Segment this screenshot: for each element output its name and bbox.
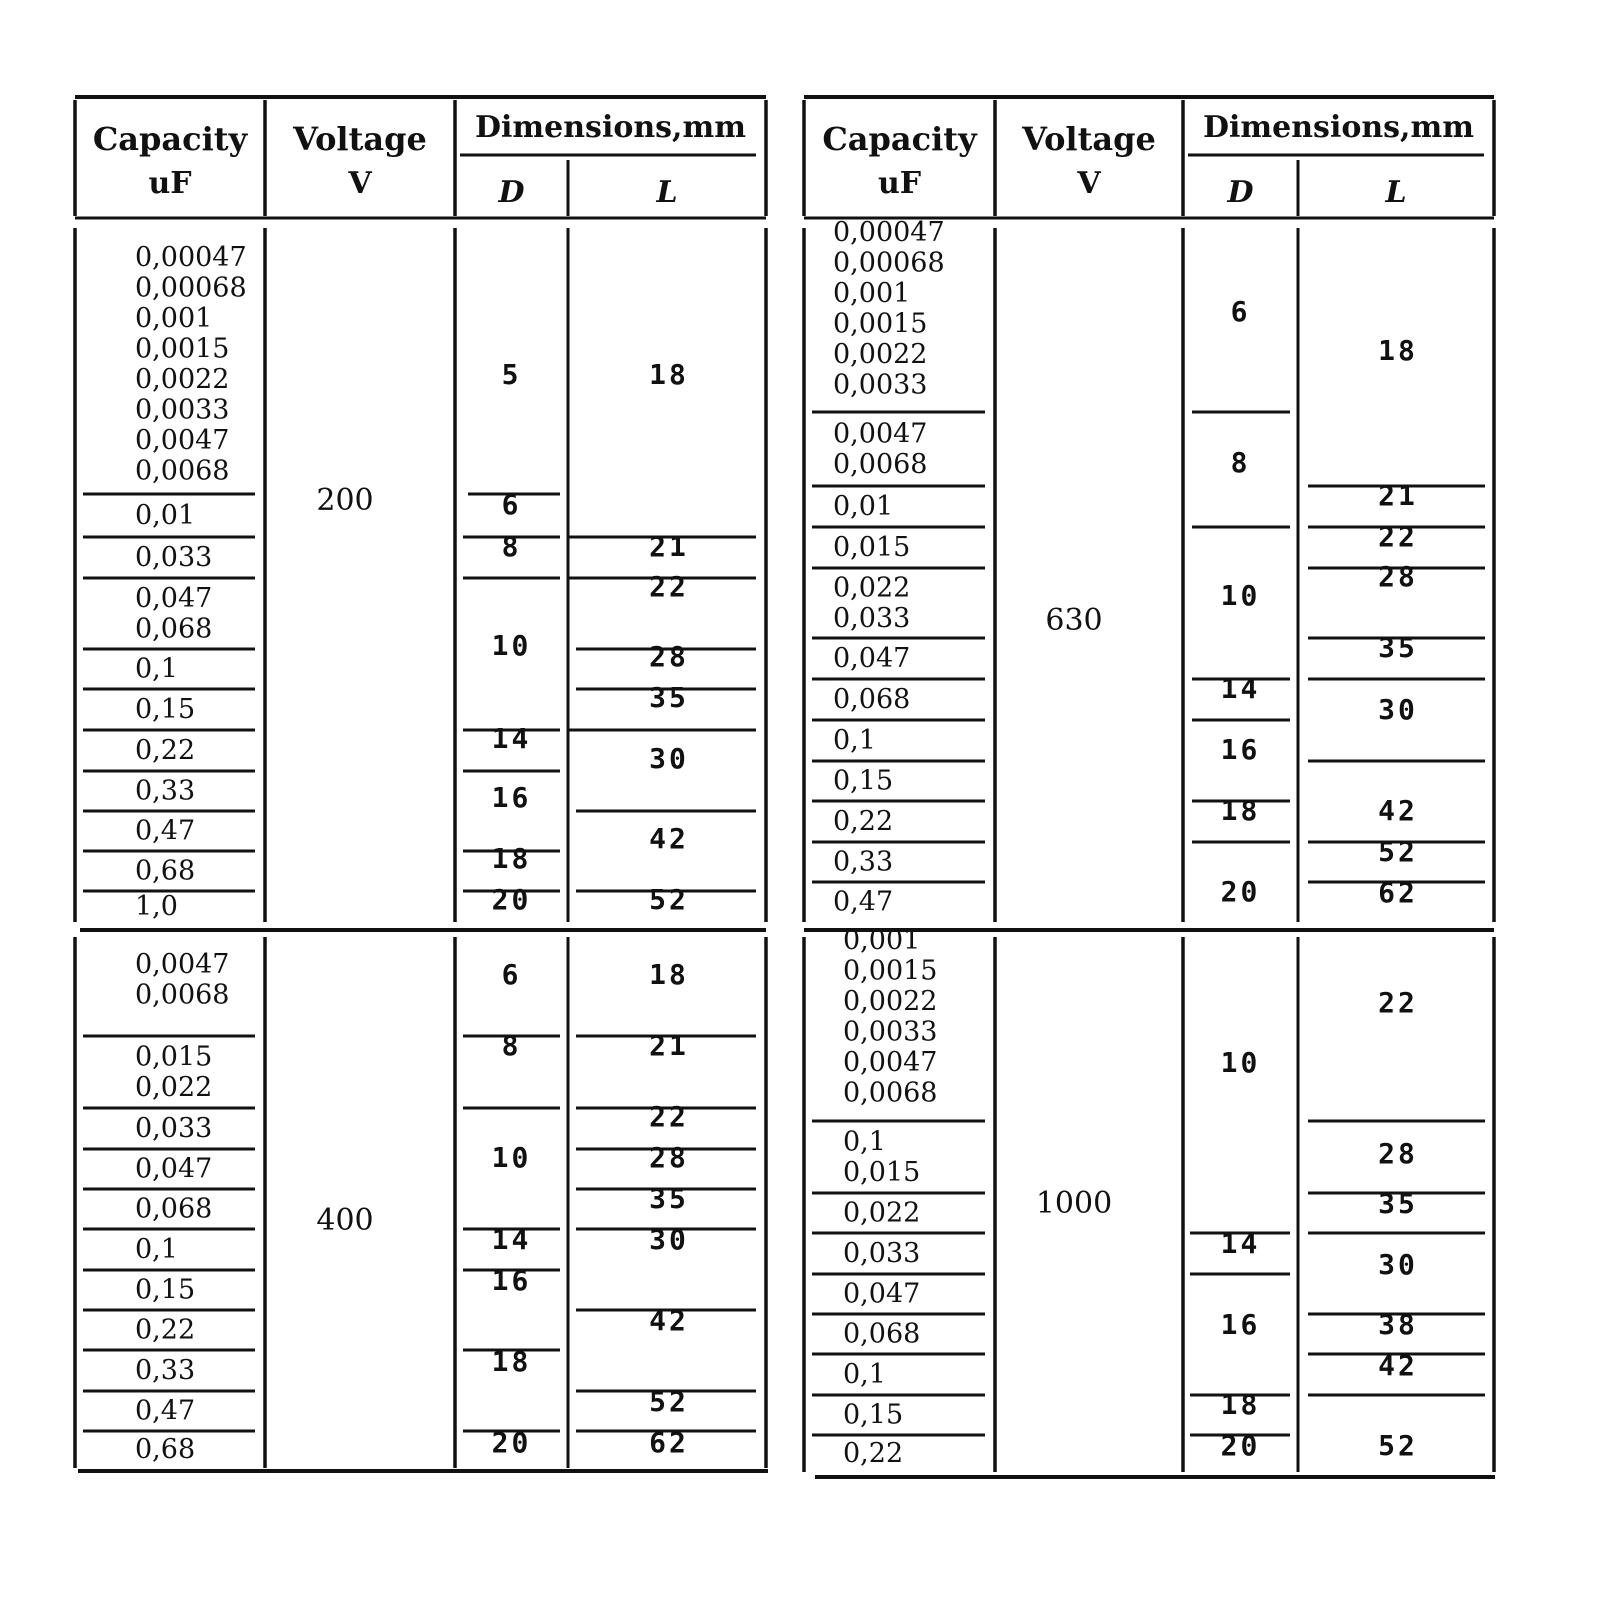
l-value-200-3: 28 (649, 640, 689, 673)
capacity-value-200-3-0: 0,047 (135, 582, 213, 614)
d-value-400-2: 10 (491, 1141, 532, 1174)
capacity-value-630-0-3: 0,0015 (833, 308, 928, 340)
d-value-400-4: 16 (491, 1264, 532, 1297)
capacity-value-200-2-0: 0,033 (135, 542, 213, 574)
capacity-value-1000-0-3: 0,0033 (843, 1016, 938, 1048)
capacity-value-630-9-0: 0,22 (833, 806, 894, 838)
capacity-value-1000-0-4: 0,0047 (843, 1047, 938, 1078)
l-value-200-2: 22 (649, 570, 689, 603)
header-voltage-unit: V (1077, 166, 1101, 201)
capacity-value-200-3-1: 0,068 (135, 613, 213, 645)
l-value-400-7: 52 (649, 1385, 689, 1418)
l-value-400-0: 18 (649, 958, 689, 991)
l-value-630-5: 30 (1378, 693, 1418, 726)
d-value-200-2: 8 (501, 530, 522, 563)
capacity-value-1000-7-0: 0,15 (843, 1399, 904, 1431)
capacity-value-200-0-2: 0,001 (135, 303, 213, 334)
l-value-630-3: 28 (1378, 560, 1418, 593)
capacity-value-200-9-0: 0,68 (135, 855, 196, 887)
d-value-200-4: 14 (491, 722, 532, 755)
capacity-value-630-0-4: 0,0022 (833, 339, 928, 370)
d-value-630-4: 16 (1220, 733, 1261, 766)
capacity-value-630-1-1: 0,0068 (833, 448, 928, 480)
header-voltage-unit: V (348, 166, 372, 201)
capacity-value-630-8-0: 0,15 (833, 765, 894, 797)
d-value-400-5: 18 (491, 1345, 532, 1378)
header-capacity: Capacity (822, 120, 977, 158)
capacity-value-200-0-5: 0,0033 (135, 394, 230, 426)
capacity-value-200-4-0: 0,1 (135, 653, 178, 685)
capacity-value-200-6-0: 0,22 (135, 735, 196, 767)
header-dimensions: Dimensions,mm (1203, 110, 1474, 145)
l-value-400-1: 21 (649, 1029, 689, 1062)
capacity-value-1000-6-0: 0,1 (843, 1359, 886, 1391)
d-value-400-0: 6 (501, 958, 522, 991)
d-value-630-2: 10 (1220, 579, 1261, 612)
l-value-200-6: 42 (649, 822, 689, 855)
l-value-200-7: 52 (649, 883, 689, 916)
capacity-value-400-9-0: 0,47 (135, 1395, 196, 1427)
capacity-value-200-8-0: 0,47 (135, 815, 196, 847)
capacity-value-200-5-0: 0,15 (135, 694, 196, 726)
capacity-value-630-0-1: 0,00068 (833, 247, 945, 279)
capacity-value-400-0-1: 0,0068 (135, 979, 230, 1011)
l-value-1000-2: 35 (1378, 1187, 1418, 1220)
capacity-value-1000-0-2: 0,0022 (843, 986, 938, 1017)
d-value-200-0: 5 (501, 358, 522, 391)
capacity-value-400-1-0: 0,015 (135, 1041, 213, 1073)
capacity-value-200-0-3: 0,0015 (135, 333, 230, 365)
capacity-value-1000-0-0: 0,001 (843, 925, 921, 956)
capacity-value-630-10-0: 0,33 (833, 846, 894, 878)
l-value-200-4: 35 (649, 681, 689, 714)
header-l: L (1385, 175, 1407, 210)
capacity-value-630-5-0: 0,047 (833, 643, 911, 675)
voltage-value-200: 200 (316, 483, 374, 518)
capacity-value-1000-2-0: 0,022 (843, 1197, 921, 1229)
capacity-value-630-2-0: 0,01 (833, 491, 894, 523)
l-value-400-8: 62 (649, 1426, 689, 1459)
capacity-value-1000-1-0: 0,1 (843, 1126, 886, 1158)
capacity-value-1000-3-0: 0,033 (843, 1238, 921, 1270)
capacity-value-630-7-0: 0,1 (833, 725, 876, 757)
capacity-value-630-4-1: 0,033 (833, 602, 911, 634)
capacity-value-200-1-0: 0,01 (135, 500, 196, 532)
capacity-value-1000-0-5: 0,0068 (843, 1077, 938, 1109)
d-value-630-0: 6 (1230, 295, 1251, 328)
l-value-200-0: 18 (649, 358, 689, 391)
d-value-1000-1: 14 (1220, 1227, 1261, 1260)
l-value-1000-6: 52 (1378, 1429, 1418, 1462)
header-d: D (498, 175, 525, 210)
d-value-200-6: 18 (491, 842, 532, 875)
capacity-value-400-3-0: 0,047 (135, 1153, 213, 1185)
capacity-value-1000-8-0: 0,22 (843, 1438, 904, 1470)
capacity-value-630-0-0: 0,00047 (833, 217, 945, 248)
d-value-200-1: 6 (501, 488, 522, 521)
capacity-value-200-0-1: 0,00068 (135, 272, 247, 304)
header-capacity: Capacity (92, 120, 248, 158)
l-value-1000-1: 28 (1378, 1137, 1418, 1170)
capacity-value-1000-4-0: 0,047 (843, 1278, 921, 1310)
d-value-200-5: 16 (491, 781, 532, 814)
l-value-400-2: 22 (649, 1100, 689, 1133)
d-value-1000-4: 20 (1220, 1429, 1261, 1462)
d-value-1000-0: 10 (1220, 1046, 1261, 1079)
l-value-400-6: 42 (649, 1304, 689, 1337)
capacity-value-400-5-0: 0,1 (135, 1234, 178, 1266)
header-d: D (1227, 175, 1254, 210)
d-value-630-5: 18 (1220, 794, 1261, 827)
header-l: L (656, 175, 678, 210)
l-value-630-6: 42 (1378, 794, 1418, 827)
voltage-value-1000: 1000 (1035, 1186, 1113, 1221)
l-value-400-3: 28 (649, 1141, 689, 1174)
capacity-value-400-10-0: 0,68 (135, 1434, 196, 1466)
l-value-630-2: 22 (1378, 520, 1418, 553)
voltage-value-630: 630 (1045, 603, 1103, 638)
l-value-400-5: 30 (649, 1223, 689, 1256)
d-value-630-3: 14 (1220, 672, 1261, 705)
d-value-630-6: 20 (1220, 875, 1261, 908)
capacity-value-630-0-2: 0,001 (833, 278, 911, 309)
l-value-630-4: 35 (1378, 631, 1418, 664)
capacity-value-1000-1-1: 0,015 (843, 1156, 921, 1188)
d-value-400-3: 14 (491, 1223, 532, 1256)
capacity-value-200-0-7: 0,0068 (135, 455, 230, 487)
l-value-1000-3: 30 (1378, 1248, 1418, 1281)
capacity-value-400-2-0: 0,033 (135, 1113, 213, 1145)
capacity-value-400-0-0: 0,0047 (135, 949, 230, 980)
d-value-1000-2: 16 (1220, 1308, 1261, 1341)
capacity-value-200-0-4: 0,0022 (135, 364, 230, 395)
l-value-1000-4: 38 (1378, 1308, 1418, 1341)
l-value-200-5: 30 (649, 742, 689, 775)
capacity-value-1000-0-1: 0,0015 (843, 955, 938, 987)
header-capacity-unit: uF (148, 166, 192, 201)
capacity-value-630-11-0: 0,47 (833, 886, 894, 918)
capacity-value-630-6-0: 0,068 (833, 684, 911, 716)
l-value-1000-5: 42 (1378, 1349, 1418, 1382)
d-value-200-3: 10 (491, 629, 532, 662)
capacity-value-1000-5-0: 0,068 (843, 1318, 921, 1350)
capacity-value-400-4-0: 0,068 (135, 1193, 213, 1225)
d-value-200-7: 20 (491, 883, 532, 916)
capacity-value-200-7-0: 0,33 (135, 775, 196, 807)
capacity-value-200-0-6: 0,0047 (135, 425, 230, 456)
voltage-value-400: 400 (316, 1203, 374, 1238)
capacity-value-400-1-1: 0,022 (135, 1071, 213, 1103)
capacity-value-200-0-0: 0,00047 (135, 242, 247, 273)
capacity-value-630-3-0: 0,015 (833, 532, 911, 564)
l-value-630-8: 62 (1378, 876, 1418, 909)
header-dimensions: Dimensions,mm (475, 110, 746, 145)
header-voltage: Voltage (1022, 120, 1156, 158)
header-capacity-unit: uF (877, 166, 922, 201)
d-value-1000-3: 18 (1220, 1388, 1261, 1421)
capacity-value-400-8-0: 0,33 (135, 1355, 196, 1387)
capacity-value-200-10-0: 1,0 (135, 891, 178, 923)
header-voltage: Voltage (293, 120, 427, 158)
l-value-630-0: 18 (1378, 334, 1418, 367)
capacity-value-630-0-5: 0,0033 (833, 369, 928, 401)
capacity-value-630-1-0: 0,0047 (833, 418, 928, 450)
capacity-value-630-4-0: 0,022 (833, 572, 911, 604)
d-value-630-1: 8 (1230, 446, 1251, 479)
l-value-400-4: 35 (649, 1182, 689, 1215)
d-value-400-1: 8 (501, 1029, 522, 1062)
l-value-630-7: 52 (1378, 835, 1418, 868)
l-value-630-1: 21 (1378, 479, 1418, 512)
d-value-400-6: 20 (491, 1426, 532, 1459)
capacity-value-400-6-0: 0,15 (135, 1274, 196, 1306)
l-value-1000-0: 22 (1378, 986, 1418, 1019)
capacity-value-400-7-0: 0,22 (135, 1314, 196, 1346)
l-value-200-1: 21 (649, 530, 689, 563)
